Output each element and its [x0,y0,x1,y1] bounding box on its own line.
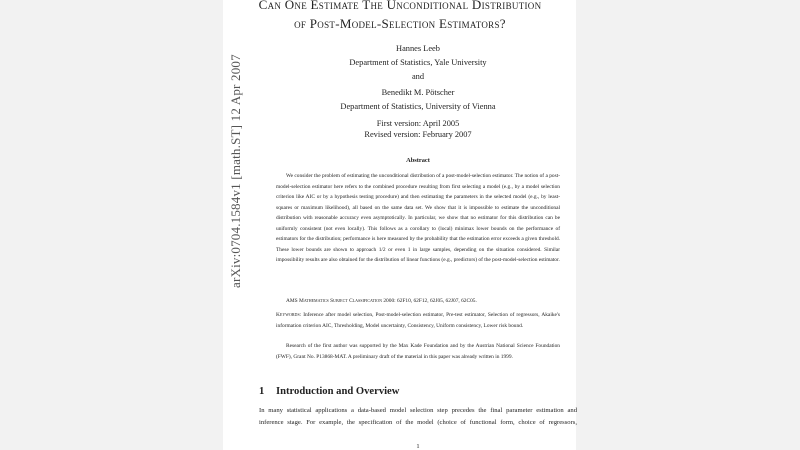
revised-version: Revised version: February 2007 [364,130,472,139]
section-number: 1 [259,386,265,397]
section-heading [259,386,399,397]
keywords [276,310,560,331]
keywords-text: Inference after model selection, Post-model-selection estimator, Pre-test estimator, Selection of regressors, Akaike's information criterion AIC, Thresholding, Model uncertainty, Consistency, Uniform consistency, Lower risk bound. [276,312,560,329]
arxiv-identifier: arXiv:0704.1584v1 [math.ST] 12 Apr 2007 [228,54,243,288]
affiliation-1: Department of Statistics, Yale University [349,58,487,67]
first-version: First version: April 2005 [376,119,460,128]
ams-codes: 62F10, 62F12, 62J05, 62J07, 62C05. [397,298,477,304]
page-number: 1 [416,443,420,450]
section-title: Introduction and Overview [276,386,400,397]
author-1: Hannes Leeb [396,44,440,53]
ams-label: AMS Mathematics Subject Classification 2000: [286,298,396,304]
intro-line-1: In many statistical applications a data-based model selection step precedes the final parameter estimation and [259,407,577,414]
keywords-label: Keywords: [276,312,302,318]
paper-title-line-2: of Post-Model-Selection Estimators? [294,16,506,31]
paper-title-line-1: Can One Estimate The Unconditional Distribution [258,0,542,12]
author-separator: and [411,72,425,81]
author-2: Benedikt M. Pötscher [381,88,455,97]
funding-note: Research of the first author was supported by the Max Kade Foundation and by the Austrian National Science Foundation (FWF), Grant No. P13868-MAT. A preliminary draft of the material in this paper was already written in 1999. [276,343,560,360]
affiliation-2: Department of Statistics, University of Vienna [340,102,496,111]
abstract-heading: Abstract [406,157,430,164]
intro-line-2: inference stage. For example, the specification of the model (choice of functional form, choice of regressors, [259,419,577,426]
ams-classification [276,296,560,307]
abstract-text: We consider the problem of estimating the unconditional distribution of a post-model-selection estimator. The notion of a post-model-selection estimator here refers to the combined procedure resulting from first selecting a model (e.g., by a model selection criterion like AIC or by a hypothesis testing procedure) and then estimating the parameters in the selected model (e.g., by least-squares or maximum likelihood), all based on the same data set. We show that it is impossible to estimate the unconditional distribution with reasonable accuracy even asymptotically. In particular, we show that no estimator for this distribution can be uniformly consistent (not even locally). This follows as a corollary to (local) minimax lower bounds on the performance of estimators for the distribution; performance is here measured by the probability that the estimation error exceeds a given threshold. These lower bounds are shown to approach 1/2 or even 1 in large samples, depending on the situation considered. Similar impossibility results are also obtained for the distribution of linear functions (e.g., predictors) of the post-model-selection estimator. [276,173,560,263]
